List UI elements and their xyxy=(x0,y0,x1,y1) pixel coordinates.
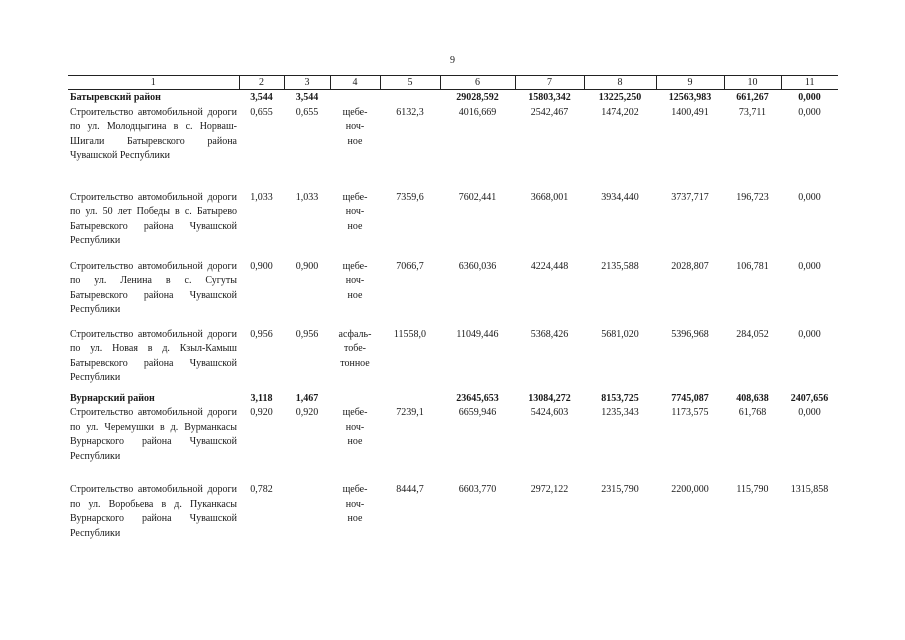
district-col10: 408,638 xyxy=(736,392,769,404)
road-col6: 6659,946 xyxy=(458,407,497,419)
surface-line: тонное xyxy=(340,357,370,369)
road-col8: 2135,588 xyxy=(601,260,639,272)
road-length-built: 0,956 xyxy=(295,328,319,340)
road-col8: 5681,020 xyxy=(601,328,639,340)
surface-line: ноч- xyxy=(345,275,365,287)
district-length-built: 1,467 xyxy=(295,392,319,404)
road-length-total: 0,900 xyxy=(250,260,273,272)
road-col7: 5368,426 xyxy=(530,328,569,340)
road-length-built xyxy=(284,483,330,543)
surface-line: ноч- xyxy=(345,206,365,218)
road-length-built: 0,920 xyxy=(295,407,319,419)
surface-line: ноч- xyxy=(345,121,365,133)
road-description: Строительство автомобильной дороги по ул. Черемушки в д. Вурманкасы Вурнарского района Чувашской Республики xyxy=(70,407,237,462)
surface-line: ное xyxy=(347,135,363,147)
road-col5: 7239,1 xyxy=(396,407,424,419)
road-col11: 0,000 xyxy=(798,407,821,419)
road-col8: 3934,440 xyxy=(601,191,639,203)
road-length-built: 1,033 xyxy=(295,191,319,203)
road-col8: 1474,202 xyxy=(601,106,639,118)
district-col11: 0,000 xyxy=(798,92,821,103)
surface-line: щебе- xyxy=(342,484,368,496)
road-col11: 0,000 xyxy=(798,191,821,203)
road-col10: 115,790 xyxy=(736,484,769,496)
road-col9: 1173,575 xyxy=(671,407,709,419)
road-col9: 2028,807 xyxy=(671,260,709,272)
district-name: Вурнарский район xyxy=(70,392,155,404)
district-col9: 7745,087 xyxy=(671,392,709,404)
road-col10: 73,711 xyxy=(738,106,767,118)
table-row xyxy=(68,260,838,328)
road-length-total: 1,033 xyxy=(250,191,273,203)
road-construction-table xyxy=(68,75,838,543)
district-col6: 23645,653 xyxy=(456,392,499,404)
surface-line: щебе- xyxy=(342,260,368,272)
road-col10: 284,052 xyxy=(736,328,769,340)
district-length-built: 3,544 xyxy=(295,92,319,103)
road-col6: 7602,441 xyxy=(458,191,497,203)
district-length-total: 3,544 xyxy=(250,92,273,103)
road-col5: 8444,7 xyxy=(396,484,424,496)
district-surface xyxy=(330,90,380,106)
column-header-11: 11 xyxy=(781,76,838,90)
surface-line: ноч- xyxy=(345,421,365,433)
surface-line: ное xyxy=(347,513,363,525)
road-description: Строительство автомобильной дороги по ул. Ленина в с. Сугуты Батыревского района Чувашской Республики xyxy=(70,260,237,316)
surface-line: тобе- xyxy=(344,343,366,355)
road-col11: 0,000 xyxy=(798,328,821,340)
district-length-total: 3,118 xyxy=(250,392,273,404)
road-col6: 4016,669 xyxy=(458,106,497,118)
road-col5: 6132,3 xyxy=(396,106,424,118)
district-col10: 661,267 xyxy=(736,92,769,103)
road-col7: 5424,603 xyxy=(530,407,569,419)
road-col6: 11049,446 xyxy=(456,328,499,340)
road-length-total: 0,782 xyxy=(250,484,273,496)
district-col5 xyxy=(380,90,440,106)
table-row xyxy=(68,106,838,191)
road-col11: 1315,858 xyxy=(790,484,829,496)
district-col11: 2407,656 xyxy=(790,392,829,404)
road-col6: 6603,770 xyxy=(458,484,497,496)
column-header-6: 6 xyxy=(440,76,515,90)
road-col9: 2200,000 xyxy=(671,484,709,496)
road-description: Строительство автомобильной дороги по ул. 50 лет Победы в с. Батырево Батыревского района Чувашской Республики xyxy=(70,191,237,247)
table-row xyxy=(68,406,838,483)
road-col9: 3737,717 xyxy=(671,191,709,203)
road-col5: 11558,0 xyxy=(393,328,427,340)
surface-line: ное xyxy=(347,220,363,232)
column-header-2: 2 xyxy=(239,76,284,90)
district-surface xyxy=(330,391,380,407)
road-col10: 61,768 xyxy=(738,407,767,419)
district-col7: 13084,272 xyxy=(528,392,571,404)
column-header-5: 5 xyxy=(380,76,440,90)
district-col7: 15803,342 xyxy=(528,92,571,103)
road-surface xyxy=(330,260,380,328)
road-col8: 1235,343 xyxy=(601,407,639,419)
road-surface xyxy=(330,191,380,260)
road-length-total: 0,920 xyxy=(250,407,273,419)
table-row xyxy=(68,328,838,391)
road-col5: 7359,6 xyxy=(396,191,424,203)
road-length-total: 0,655 xyxy=(250,106,273,118)
road-col10: 106,781 xyxy=(736,260,769,272)
column-header-3: 3 xyxy=(284,76,330,90)
road-surface xyxy=(330,483,380,543)
surface-line: ное xyxy=(347,436,363,448)
road-col11: 0,000 xyxy=(798,260,821,272)
district-col8: 13225,250 xyxy=(598,92,642,103)
district-name: Батыревский район xyxy=(70,92,161,103)
road-surface xyxy=(330,106,380,191)
road-surface xyxy=(330,328,380,391)
column-header-1: 1 xyxy=(68,76,239,90)
road-col6: 6360,036 xyxy=(458,260,497,272)
road-col10: 196,723 xyxy=(736,191,769,203)
district-col9: 12563,983 xyxy=(668,92,712,103)
column-header-8: 8 xyxy=(584,76,656,90)
column-header-10: 10 xyxy=(724,76,781,90)
district-col5 xyxy=(380,391,440,407)
road-description: Строительство автомобильной дороги по ул. Молодцыгина в с. Норваш-Шигали Батыревского района Чувашской Республики xyxy=(70,106,237,162)
road-description: Строительство автомобильной дороги по ул. Воробьева в д. Пуканкасы Вурнарского района Чувашской Республики xyxy=(70,484,237,539)
district-col8: 8153,725 xyxy=(601,392,639,404)
district-row xyxy=(68,90,838,106)
surface-line: щебе- xyxy=(342,106,368,118)
road-col5: 7066,7 xyxy=(396,260,424,272)
road-col7: 2542,467 xyxy=(530,106,569,118)
district-row xyxy=(68,391,838,407)
road-col11: 0,000 xyxy=(798,106,821,118)
table-row xyxy=(68,191,838,260)
surface-line: асфаль- xyxy=(338,328,372,340)
road-col7: 3668,001 xyxy=(530,191,569,203)
road-col7: 4224,448 xyxy=(530,260,569,272)
road-col7: 2972,122 xyxy=(530,484,569,496)
column-header-7: 7 xyxy=(515,76,584,90)
surface-line: ное xyxy=(347,289,363,301)
district-col6: 29028,592 xyxy=(456,92,499,103)
road-col9: 1400,491 xyxy=(671,106,709,118)
road-col9: 5396,968 xyxy=(671,328,709,340)
road-length-built: 0,900 xyxy=(295,260,319,272)
column-header-4: 4 xyxy=(330,76,380,90)
table-row xyxy=(68,483,838,543)
road-surface xyxy=(330,406,380,483)
road-description: Строительство автомобильной дороги по ул. Новая в д. Кзыл-Камыш Батыревского района Чувашской Республики xyxy=(70,328,237,384)
road-length-total: 0,956 xyxy=(250,328,273,340)
column-header-9: 9 xyxy=(656,76,724,90)
column-number-row xyxy=(68,76,838,90)
road-col8: 2315,790 xyxy=(601,484,639,496)
surface-line: щебе- xyxy=(342,407,368,419)
surface-line: щебе- xyxy=(342,191,368,203)
surface-line: ноч- xyxy=(345,498,365,510)
page-number: 9 xyxy=(450,55,455,66)
road-length-built: 0,655 xyxy=(295,106,319,118)
